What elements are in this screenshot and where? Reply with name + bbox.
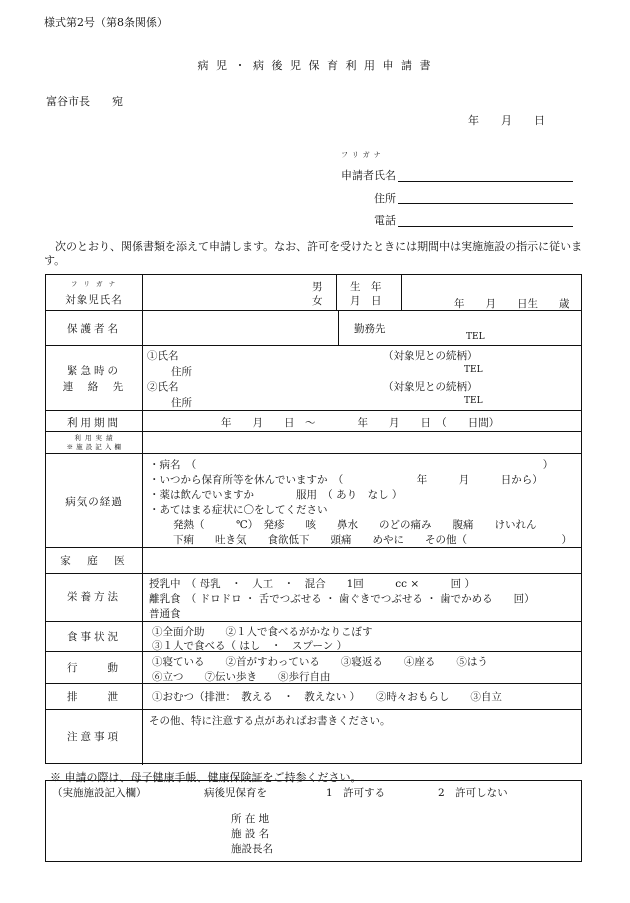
emergency-label-2: 連 絡 先 [62, 381, 126, 393]
meal-label: 食事状況 [67, 631, 121, 643]
nutrition-breastfeeding-line[interactable]: 授乳中 （ 母乳 ・ 人工 ・ 混合 1回 cc × 回 ） [149, 578, 476, 590]
application-date[interactable]: 年 月 日 [468, 114, 545, 127]
child-name-label: 対象児氏名 [65, 294, 123, 306]
page-title: 病 児 ・ 病 後 児 保 育 利 用 申 請 書 [197, 59, 433, 72]
facility-address-label: 所 在 地 [231, 813, 270, 825]
excretion-label: 排 泄 [67, 691, 121, 703]
illness-since-line[interactable]: ・いつから保育所等を休んでいますか （ 年 月 日から） [149, 474, 543, 486]
applicant-name-field[interactable] [398, 181, 573, 182]
contact2-name-label: ②氏名 [147, 381, 179, 393]
applicant-furigana-label: フリガナ [341, 151, 385, 159]
illness-name-line[interactable]: ・病名 （ ） [149, 459, 554, 471]
meal-line2[interactable]: ③１人で食べる（ はし ・ スプーン ） [152, 640, 348, 652]
permit-option[interactable]: 1 許可する [326, 787, 386, 799]
birth-label-2: 月 日 [350, 295, 382, 307]
behavior-line1[interactable]: ①寝ている ②首がすわっている ③寝返る ④座る ⑤はう [152, 656, 488, 668]
illness-medicine-line[interactable]: ・薬は飲んでいますか 服用 （ あり なし ） [149, 489, 403, 501]
guardian-name-label: 保護者名 [67, 323, 121, 335]
applicant-address-field[interactable] [398, 203, 573, 204]
guardian-tel-label: TEL [466, 332, 485, 342]
behavior-label: 行 動 [67, 662, 121, 674]
facility-box [45, 780, 582, 862]
birth-date-field[interactable]: 年 月 日生 歳 [454, 298, 570, 310]
contact2-tel-label: TEL [464, 396, 483, 406]
facility-permission-text: 病後児保育を [204, 787, 267, 799]
illness-symptoms-line2[interactable]: 下痢 吐き気 食欲低下 頭痛 めやに その他（ ） [173, 534, 572, 546]
form-number: 様式第2号（第8条関係） [44, 16, 168, 29]
meal-line1[interactable]: ①全面介助 ②１人で食べるがかなりこぼす [152, 626, 373, 638]
nutrition-baby-food-line[interactable]: 離乳食 （ ドロドロ ・ 舌でつぶせる ・ 歯ぐきでつぶせる ・ 歯でかめる 回） [149, 593, 535, 605]
sex-female-option[interactable]: 女 [312, 295, 323, 307]
emergency-label-1: 緊急時の [67, 365, 121, 377]
contact2-relation-label: （対象児との続柄） [383, 381, 478, 393]
notes-field[interactable]: その他、特に注意する点があればお書きください。 [149, 715, 391, 727]
nutrition-regular-food[interactable]: 普通食 [149, 608, 181, 620]
contact1-address-label: 住所 [171, 366, 192, 378]
intro-text: 次のとおり、関係書類を添えて申請します。なお、許可を受けたときには期間中は実施施設の指示に従います。 [44, 240, 583, 267]
contact1-tel-label: TEL [464, 365, 483, 375]
facility-head-label: 施設長名 [231, 843, 273, 855]
facility-name-label: 施 設 名 [231, 828, 270, 840]
addressee: 富谷市長 宛 [46, 95, 123, 108]
application-table [45, 274, 582, 764]
applicant-phone-label: 電話 [374, 214, 396, 227]
illness-symptoms-line1[interactable]: 発熱（ ℃） 発疹 咳 鼻水 のどの痛み 腹痛 けいれん [173, 519, 537, 531]
nutrition-label: 栄養方法 [67, 591, 121, 603]
contact1-relation-label: （対象児との続柄） [383, 350, 478, 362]
applicant-address-label: 住所 [374, 192, 396, 205]
applicant-name-label: 申請者氏名 [341, 169, 396, 182]
record-label-1: 利 用 実 績 [74, 434, 114, 442]
doctor-label: 家 庭 医 [60, 555, 128, 567]
record-label-2: ※ 施 設 記 入 欄 [66, 443, 122, 451]
deny-option[interactable]: 2 許可しない [438, 787, 508, 799]
workplace-label: 勤務先 [354, 323, 386, 335]
behavior-line2[interactable]: ⑥立つ ⑦伝い歩き ⑧歩行自由 [152, 671, 331, 683]
contact1-name-label: ①氏名 [147, 350, 179, 362]
contact2-address-label: 住所 [171, 397, 192, 409]
child-furigana-label: フ リ ガ ナ [70, 280, 118, 288]
footnote: ※ 申請の際は、母子健康手帳、健康保険証をご持参ください。 [50, 771, 362, 784]
facility-label: （実施施設記入欄） [52, 787, 147, 799]
applicant-phone-field[interactable] [398, 226, 573, 227]
illness-symptoms-prompt: ・あてはまる症状に〇をしてください [149, 504, 328, 516]
illness-label: 病気の経過 [65, 496, 123, 508]
period-field[interactable]: 年 月 日 ～ 年 月 日 （ 日間） [221, 417, 500, 429]
period-label: 利用期間 [67, 417, 121, 429]
excretion-line[interactable]: ①おむつ（排泄： 教える ・ 教えない ） ②時々おもらし ③自立 [152, 691, 502, 703]
notes-label: 注意事項 [67, 731, 121, 743]
birth-label-1: 生 年 [350, 281, 382, 293]
sex-male-option[interactable]: 男 [312, 281, 323, 293]
